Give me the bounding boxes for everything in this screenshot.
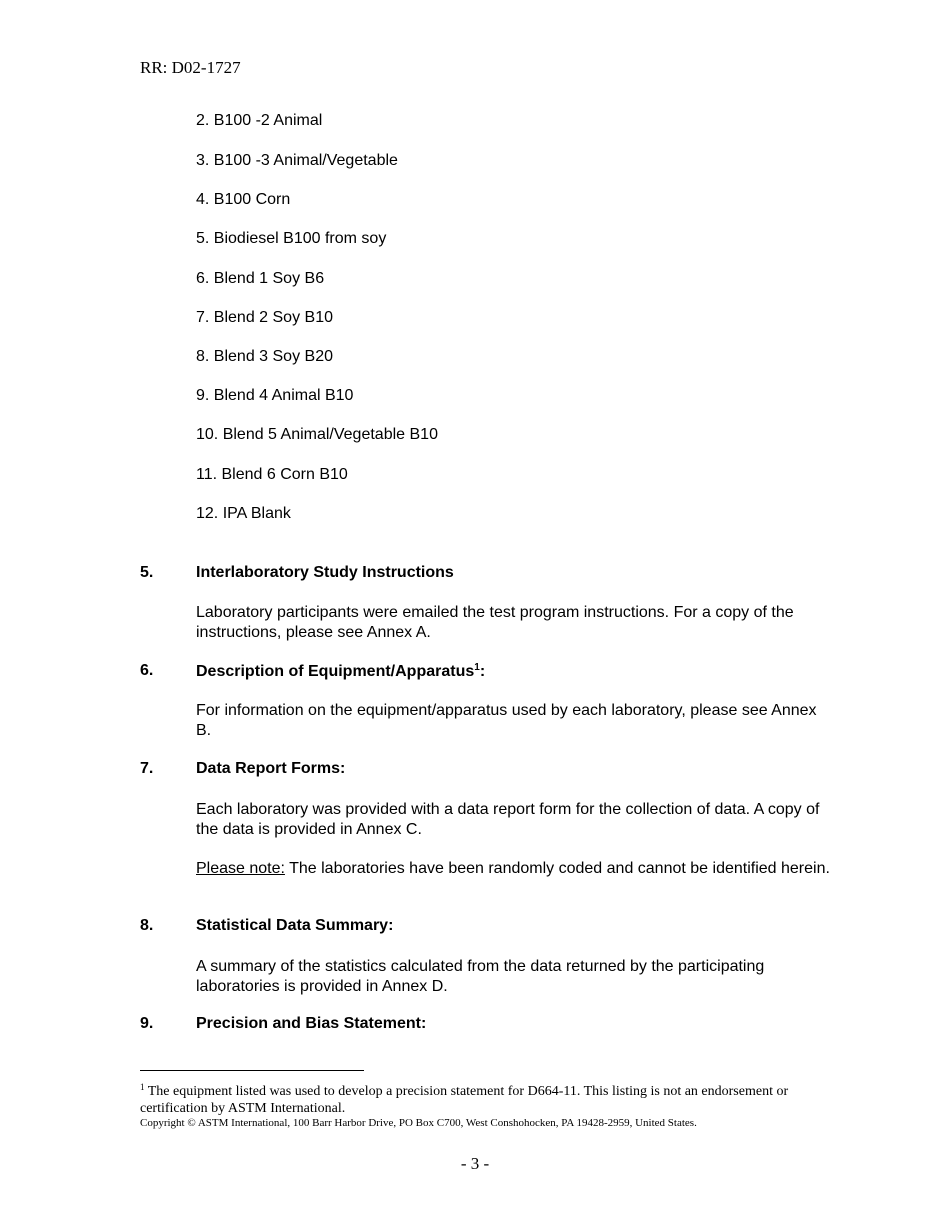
note-label: Please note: xyxy=(196,860,285,877)
section-6-body: For information on the equipment/apparatus used by each laboratory, please see Annex B. xyxy=(196,702,817,739)
section-8-body: A summary of the statistics calculated from the data returned by the participating laboratories is provided in Annex D. xyxy=(196,958,765,995)
section-5-number: 5. xyxy=(140,564,154,581)
section-8-number: 8. xyxy=(140,917,154,934)
page-number: - 3 - xyxy=(460,1154,490,1173)
section-6-title xyxy=(196,662,485,681)
list-item: 9. Blend 4 Animal B10 xyxy=(196,387,354,404)
list-item: 2. B100 -2 Animal xyxy=(196,112,323,129)
section-6-title-suffix: : xyxy=(479,663,486,680)
list-item: 7. Blend 2 Soy B10 xyxy=(196,309,333,326)
section-5-body: Laboratory participants were emailed the test program instructions. For a copy of the instructions, please see Annex A. xyxy=(196,604,794,641)
report-id-header: RR: D02-1727 xyxy=(140,58,241,77)
section-6-title-text: Description of Equipment/Apparatus xyxy=(196,663,475,680)
section-7-number: 7. xyxy=(140,760,154,777)
copyright-notice: Copyright © ASTM International, 100 Barr Harbor Drive, PO Box C700, West Conshohocken, PA 19428-2959, United States. xyxy=(140,1117,697,1129)
footnote-divider xyxy=(140,1070,364,1071)
note-body: The laboratories have been randomly coded and cannot be identified herein. xyxy=(284,860,830,877)
section-9-title: Precision and Bias Statement: xyxy=(196,1015,427,1032)
footnote xyxy=(140,1079,820,1117)
footnote-text: The equipment listed was used to develop a precision statement for D664-11. This listing is not an endorsement or certification by ASTM International. xyxy=(140,1084,789,1116)
list-item: 12. IPA Blank xyxy=(196,505,291,522)
section-6-number: 6. xyxy=(140,662,154,679)
section-7-body: Each laboratory was provided with a data report form for the collection of data. A copy of the data is provided in Annex C. xyxy=(196,801,820,838)
list-item: 4. B100 Corn xyxy=(196,191,291,208)
section-5-title: Interlaboratory Study Instructions xyxy=(196,564,454,581)
footnote-marker: 1 xyxy=(140,1082,145,1092)
section-9-number: 9. xyxy=(140,1015,154,1032)
list-item: 8. Blend 3 Soy B20 xyxy=(196,348,333,365)
list-item: 6. Blend 1 Soy B6 xyxy=(196,270,325,287)
section-7-title: Data Report Forms: xyxy=(196,760,346,777)
list-item: 3. B100 -3 Animal/Vegetable xyxy=(196,152,398,169)
list-item: 11. Blend 6 Corn B10 xyxy=(196,466,348,483)
section-7-note xyxy=(196,859,836,879)
section-8-title: Statistical Data Summary: xyxy=(196,917,394,934)
list-item: 5. Biodiesel B100 from soy xyxy=(196,230,387,247)
list-item: 10. Blend 5 Animal/Vegetable B10 xyxy=(196,426,438,443)
footnote-ref[interactable]: 1 xyxy=(474,662,480,673)
